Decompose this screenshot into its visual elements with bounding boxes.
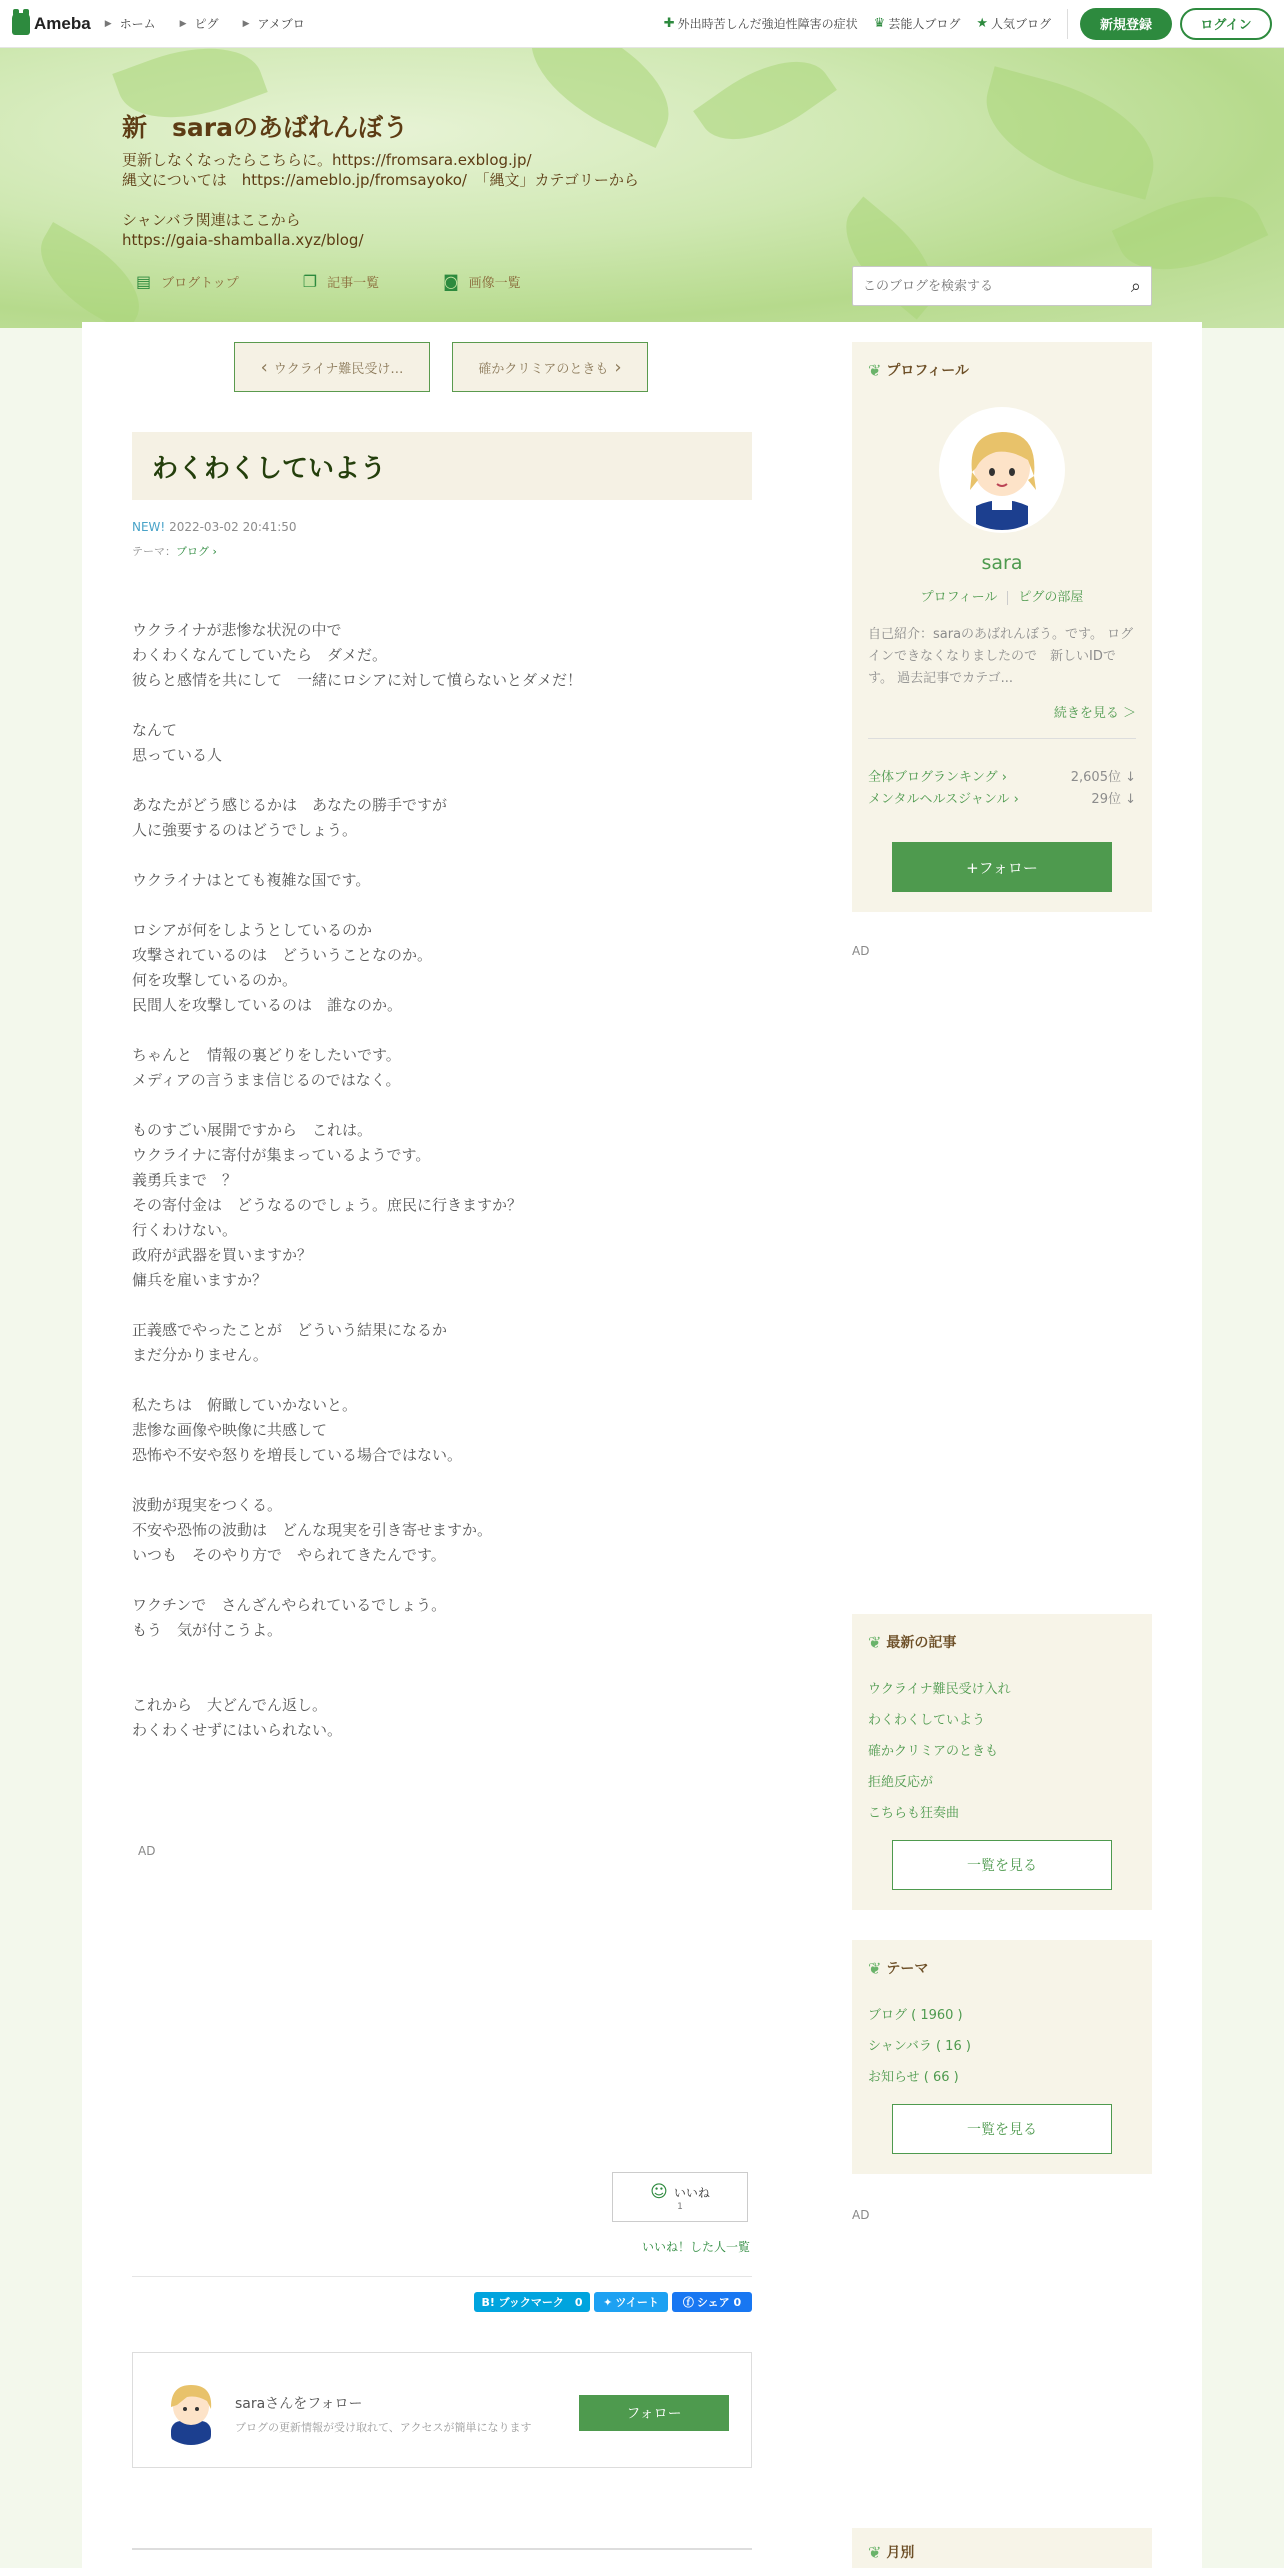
follow-box [132,2352,752,2468]
camera-icon: ◙ [443,272,459,291]
body-line [132,1293,582,1318]
body-line [132,1468,582,1493]
body-line: あなたがどう感じるかは あなたの勝手ですが [132,796,448,814]
profile-links [852,586,1152,605]
theme-link[interactable]: ブログ [176,545,209,558]
chevron-right-icon: › [209,545,217,558]
ranking-overall-link[interactable]: 全体ブログランキング › [868,770,1007,785]
copy-icon: ❐ [302,272,318,291]
profile-intro: 自己紹介：saraのあばれんぼう。です。 ログインできなくなりましたので 新しいIDです。 過去記事でカテゴ... [868,627,1134,686]
monthly-heading: ❦ 月別 [868,2542,915,2562]
article-meta [132,520,297,534]
login-button[interactable]: ログイン [1180,8,1272,40]
body-line: 人に強要するのはどうでしょう。 [132,821,358,839]
themes-box [852,1940,1152,2174]
profile-link[interactable]: プロフィール [920,590,998,605]
themes-view-all-button[interactable]: 一覧を見る [892,2104,1112,2154]
body-line: 不安や恐怖の波動は どんな現実を引き寄せますか。 [132,1521,493,1539]
body-line: 攻撃されているのは どういうことなのか。 [132,946,433,964]
theme-item[interactable]: ブログ ( 1960 ) [868,2008,963,2023]
nav-image-list[interactable]: ◙ 画像一覧 [443,272,521,291]
chevron-right-icon: ▶ [179,18,187,29]
body-line: ちゃんと 情報の裏どりをしたいです。 [132,1046,401,1064]
body-line [132,693,582,718]
recent-heading: ❦ 最新の記事 [868,1632,957,1652]
body-line: これから 大どんでん返し。 [132,1696,328,1714]
body-line: ワクチンで さんざんやられているでしょう。 [132,1596,447,1614]
body-line [132,768,582,793]
divider [1067,9,1068,39]
hatena-bookmark-button[interactable]: B! ブックマーク 0 [474,2292,590,2312]
body-line: 私たちは 俯瞰していかないと。 [132,1396,358,1414]
document-icon: ▤ [136,272,152,291]
avatar-illustration [157,2377,225,2445]
ranking-genre: メンタルヘルスジャンル › 29位 ↓ [868,788,1136,807]
recent-view-all-button[interactable]: 一覧を見る [892,1840,1112,1890]
divider [868,738,1136,739]
nav-blog-top[interactable]: ▤ ブログトップ [136,272,239,291]
article-body [132,618,582,1743]
leaf-icon: ❦ [868,1632,882,1652]
body-line: ウクライナに寄付が集まっているようです。 [132,1146,431,1164]
pigg-room-link[interactable]: ピグの部屋 [1018,590,1084,605]
nav-home[interactable]: ▶ ホーム [104,17,156,31]
leaf-icon: ❦ [868,2542,882,2562]
nav-entry-list[interactable]: ❐ 記事一覧 [302,272,380,291]
body-line [132,1018,582,1043]
avatar-illustration [942,410,1062,530]
profile-heading: ❦ プロフィール [868,360,970,380]
themes-heading: ❦ テーマ [868,1958,929,1978]
body-line [132,1643,582,1668]
next-article-button[interactable]: 確かクリミアのときも › [452,342,648,392]
body-line: いつも そのやり方で やられてきたんです。 [132,1546,446,1564]
blog-nav [122,272,571,291]
body-line: 恐怖や不安や怒りを増長している場合ではない。 [132,1446,463,1464]
article-theme: テーマ：ブログ › [132,545,217,558]
profile-name[interactable]: sara [981,552,1023,574]
read-more-link[interactable]: 続きを見る ＞ [1053,706,1136,721]
ameba-logo[interactable]: Ameba [12,13,91,35]
leaf-decoration [511,48,690,148]
body-line: なんて [132,721,178,739]
body-line: わくわくなんてしていたら ダメだ。 [132,646,388,664]
body-line [132,893,582,918]
body-line: ウクライナが悲惨な状況の中で [132,621,342,639]
plus-icon: ✚ [663,16,675,31]
smile-icon: ☺ [650,2182,668,2202]
body-line [132,1093,582,1118]
body-line: 何を攻撃しているのか。 [132,971,298,989]
ad-label: AD [852,944,870,958]
body-line [132,1668,582,1693]
register-button[interactable]: 新規登録 [1080,8,1172,40]
ranking-genre-link[interactable]: メンタルヘルスジャンル › [868,792,1019,807]
divider [1007,591,1008,605]
like-list-link[interactable]: いいね！した人一覧 [642,2240,751,2254]
star-icon: ★ [976,16,988,31]
profile-follow-button[interactable]: +フォロー [892,842,1112,892]
ad-label: AD [852,2208,870,2222]
chevron-right-icon: › [614,356,622,378]
theme-item[interactable]: シャンバラ ( 16 ) [868,2039,971,2054]
trend-link[interactable]: ✚ 外出時苦しんだ強迫性障害の症状 [663,16,858,31]
ad-label: AD [138,1844,156,1858]
avatar [157,2377,225,2445]
body-line: その寄付金は どうなるのでしょう。庶民に行きますか？ [132,1196,523,1214]
search-input[interactable] [863,279,1131,294]
like-button[interactable]: ☺ いいね 1 [612,2172,748,2222]
divider [132,2548,752,2550]
prev-article-button[interactable]: ‹ ウクライナ難民受け… [234,342,430,392]
global-header [0,0,1284,48]
recent-item[interactable]: 拒絶反応が [868,1775,934,1790]
facebook-share-button[interactable]: ⓕ シェア 0 [672,2292,752,2312]
recent-item[interactable]: こちらも狂奏曲 [868,1806,960,1821]
body-line [132,1368,582,1393]
body-line [132,1568,582,1593]
recent-articles-box [852,1614,1152,1910]
article-datetime: 2022-03-02 20:41:50 [169,520,297,534]
recent-item[interactable]: ウクライナ難民受け入れ [868,1682,1011,1697]
nav-pigg[interactable]: ▶ ピグ [179,17,219,31]
body-line: 思っている人 [132,746,223,764]
recent-item[interactable]: 確かクリミアのときも [868,1744,999,1759]
blog-search [852,266,1152,306]
body-line: 彼らと感情を共にして 一緒にロシアに対して憤らないとダメだ！ [132,671,583,689]
nav-ameblo[interactable]: ▶ アメブロ [242,17,305,31]
body-line: 政府が武器を買いますか？ [132,1246,313,1264]
body-line: 傭兵を雇いますか？ [132,1271,268,1289]
divider [132,2276,752,2277]
profile-box [852,342,1152,912]
theme-item[interactable]: お知らせ ( 66 ) [868,2070,959,2085]
tweet-button[interactable]: ✦ ツイート [594,2292,668,2312]
themes-list [868,2000,971,2093]
profile-avatar[interactable] [942,410,1062,530]
popular-blog-link[interactable]: ★ 人気ブログ [976,16,1051,31]
body-line: 民間人を攻撃しているのは 誰なのか。 [132,996,403,1014]
body-line: 行くわけない。 [132,1221,238,1239]
body-line [132,843,582,868]
blog-description: 更新しなくなったらこちらに。https://fromsara.exblog.jp/ 縄文については https://ameblo.jp/fromsayoko/ 「縄文」カテゴリーから シャンバラ関連はここから https://gaia-shamballa.xyz/blog/ [122,151,639,249]
celebrity-blog-link[interactable]: ♛ 芸能人ブログ [873,16,961,31]
new-badge: NEW! [132,520,166,534]
body-line: ロシアが何をしようとしているのか [132,921,373,939]
leaf-icon: ❦ [868,1958,882,1978]
leaf-decoration [971,66,1168,200]
twitter-icon: ✦ [603,2295,613,2309]
leaf-decoration [693,48,837,164]
body-line: 正義感でやったことが どういう結果になるか [132,1321,448,1339]
crown-icon: ♛ [873,16,886,31]
body-line: もう 気が付こうよ。 [132,1621,283,1639]
follow-title: saraさんをフォロー [235,2396,363,2412]
recent-list [868,1674,1011,1829]
search-icon[interactable]: ⌕ [1130,275,1141,297]
blog-title[interactable]: 新 saraのあばれんぼう [122,113,408,142]
body-line: メディアの言うまま信じるのではなく。 [132,1071,401,1089]
body-line: ウクライナはとても複雑な国です。 [132,871,371,889]
body-line: 義勇兵まで ？ [132,1171,238,1189]
chevron-right-icon: ▶ [104,18,112,29]
recent-item[interactable]: わくわくしていよう [868,1713,986,1728]
body-line: 波動が現実をつくる。 [132,1496,283,1514]
facebook-icon: ⓕ [682,2296,694,2309]
chevron-right-icon: ▶ [242,18,250,29]
ameba-logo-icon [12,13,30,35]
leaf-icon: ❦ [868,360,882,380]
article-title[interactable]: わくわくしていよう [132,432,752,500]
like-count: 1 [677,2202,683,2212]
body-line: 悲惨な画像や映像に共感して [132,1421,328,1439]
follow-description: ブログの更新情報が受け取れて、アクセスが簡単になります [235,2421,532,2434]
follow-button[interactable]: フォロー [579,2395,729,2431]
monthly-box [852,2528,1152,2568]
chevron-left-icon: ‹ [260,356,268,378]
ranking-overall: 全体ブログランキング › 2,605位 ↓ [868,766,1136,785]
body-line: ものすごい展開ですから これは。 [132,1121,373,1139]
body-line: まだ分かりません。 [132,1346,268,1364]
body-line: わくわくせずにはいられない。 [132,1721,343,1739]
